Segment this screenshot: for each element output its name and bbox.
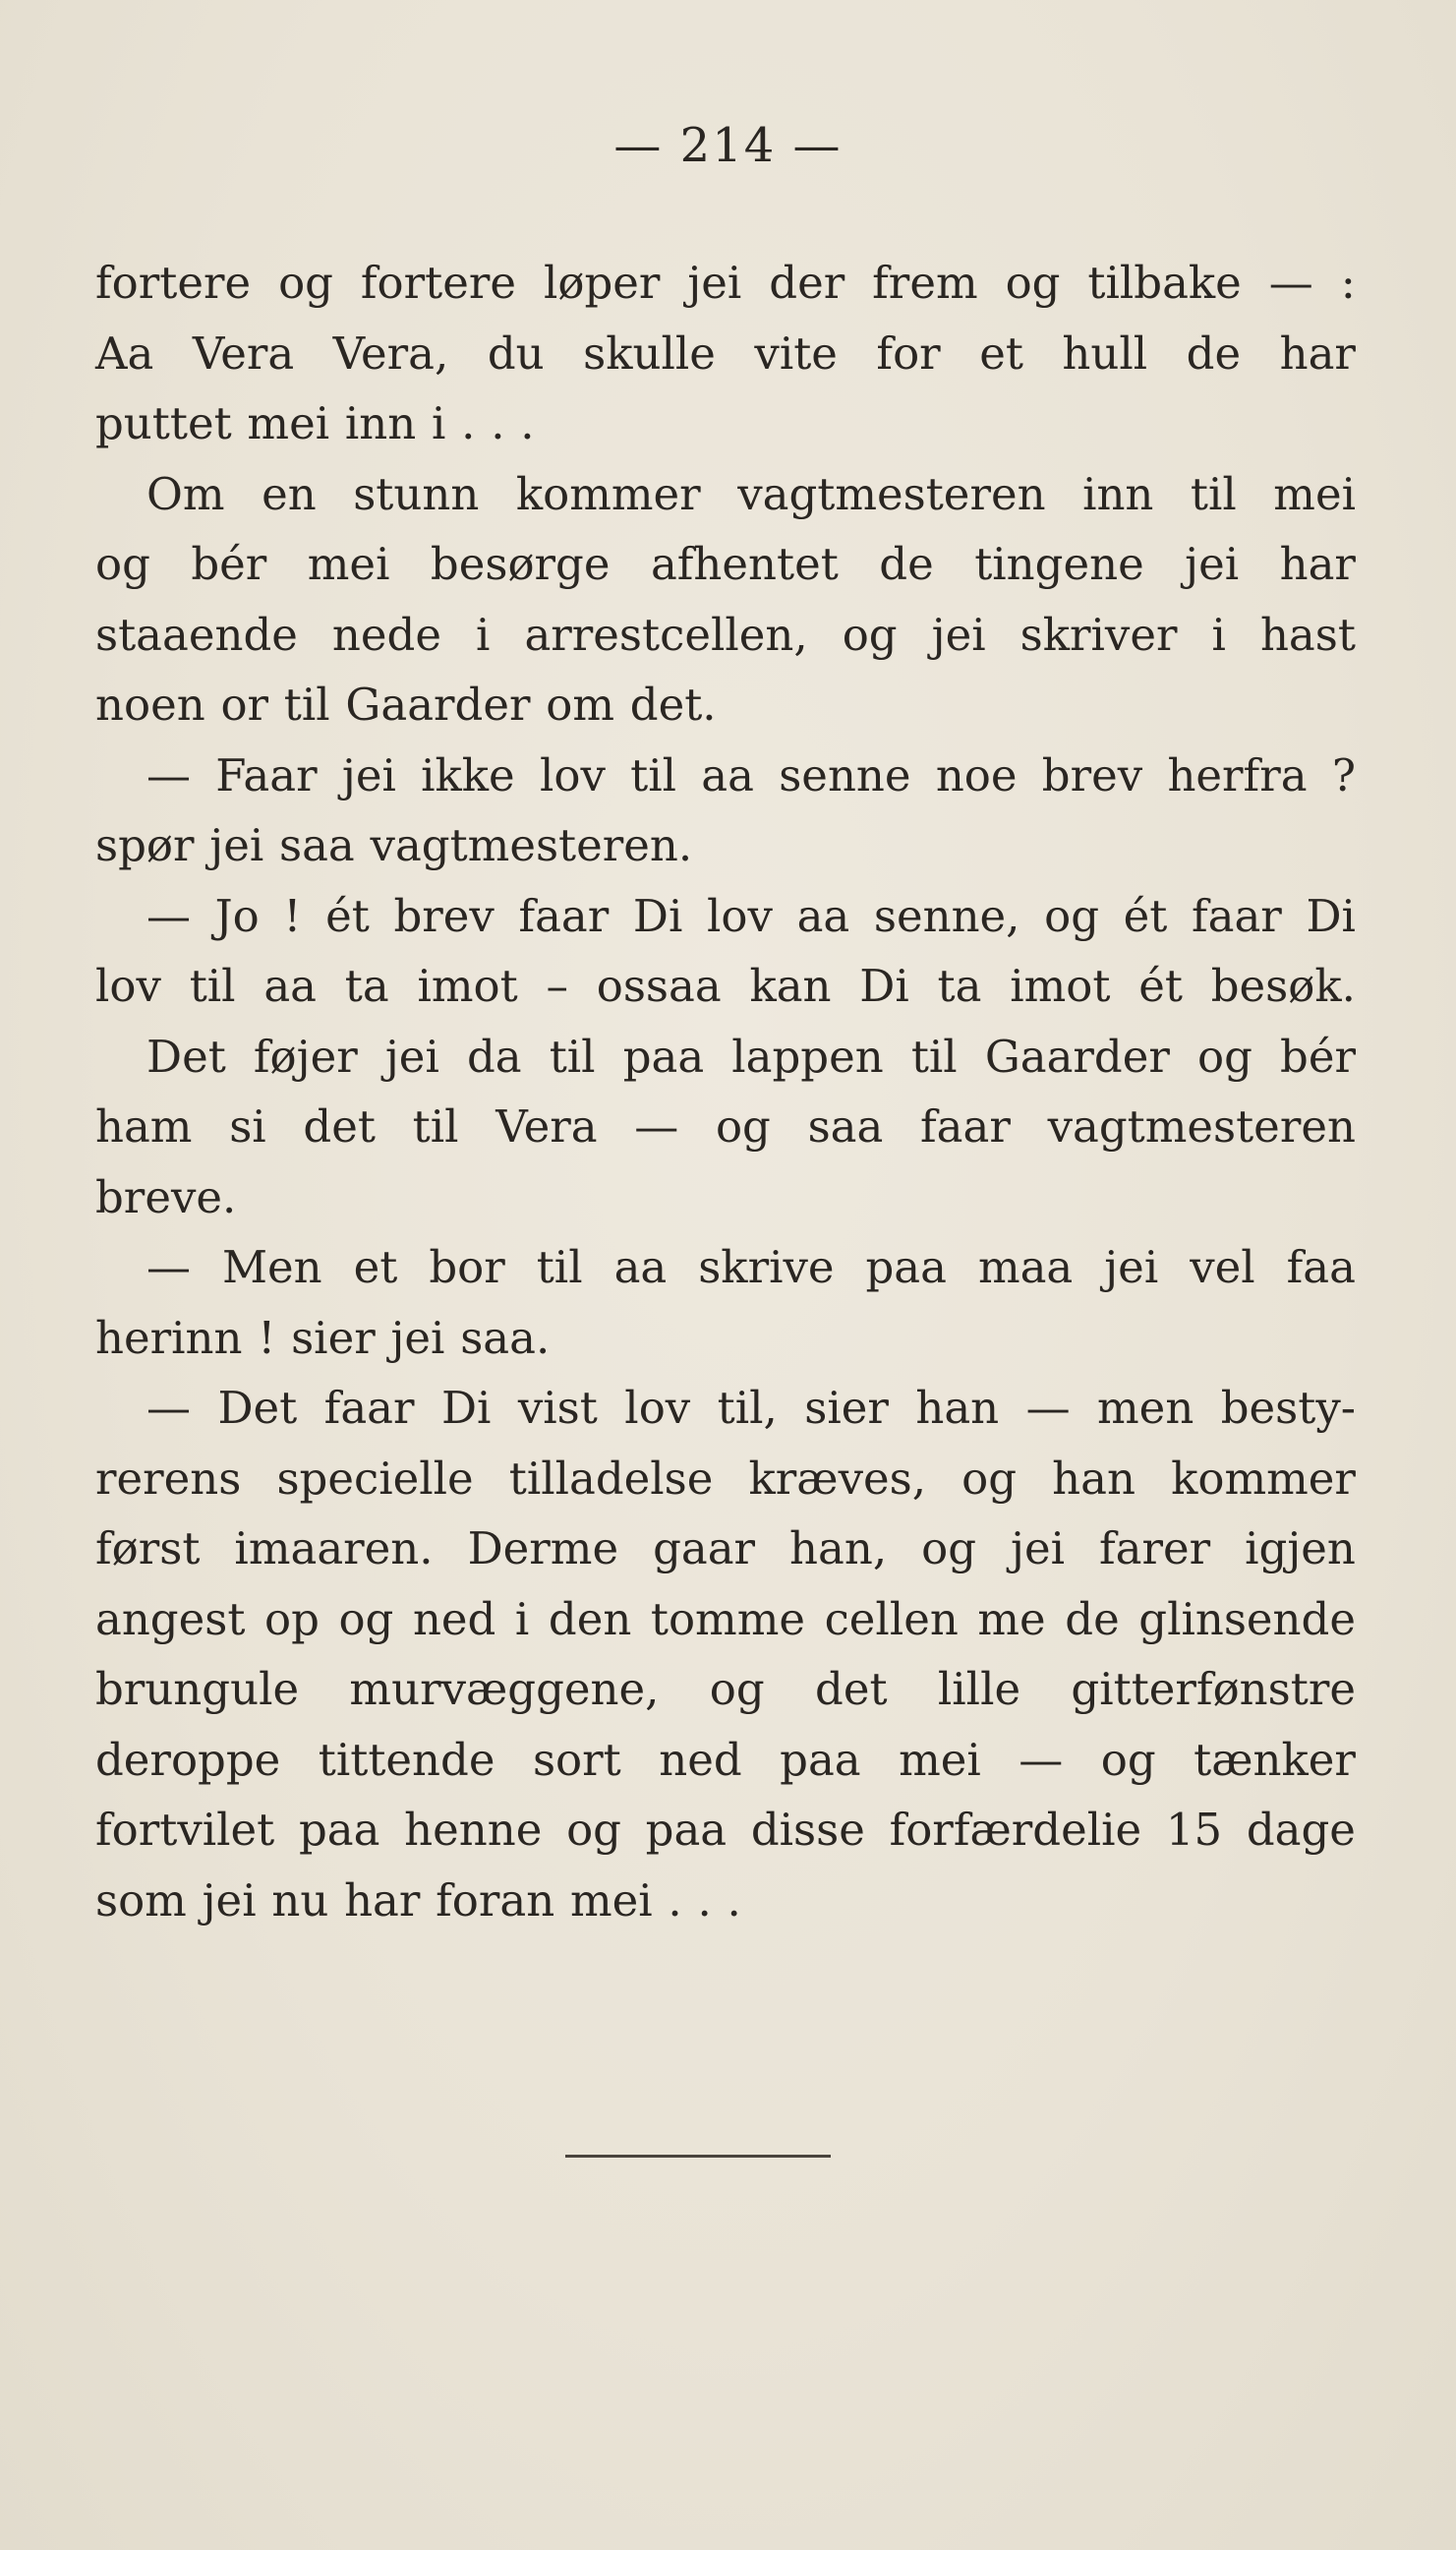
word: kræves, — [748, 1452, 927, 1505]
word: jei — [209, 819, 264, 871]
word: ét — [1138, 960, 1183, 1012]
word: ossaa — [596, 960, 722, 1012]
word: tomme — [650, 1592, 806, 1645]
word: paa — [622, 1030, 705, 1083]
word: arrestcellen, — [524, 608, 808, 661]
word: igjen — [1245, 1522, 1356, 1574]
word: — — [1019, 1733, 1064, 1786]
word: nu — [271, 1873, 329, 1927]
word: Vera — [495, 1100, 598, 1153]
text-line — [95, 388, 1356, 459]
word: glinsende — [1138, 1592, 1356, 1645]
word: jei — [687, 257, 742, 309]
word: — — [1025, 1382, 1071, 1434]
word: maa — [977, 1241, 1074, 1293]
word: til — [630, 748, 677, 801]
word: du — [487, 326, 545, 380]
word: vagtmesteren — [1047, 1100, 1356, 1153]
word: kommer — [515, 467, 701, 520]
word: besørge — [430, 538, 611, 590]
word: gaar — [653, 1522, 756, 1574]
word: tilladelse — [508, 1452, 714, 1505]
word: tilbake — [1087, 257, 1242, 309]
text-line — [95, 1584, 1356, 1655]
word: frem — [872, 257, 978, 309]
word: spør — [95, 819, 195, 871]
word: murvæggene, — [349, 1663, 660, 1715]
word: herfra — [1167, 748, 1308, 801]
word: ? — [1331, 748, 1356, 801]
word: og — [715, 1100, 771, 1153]
word: jei — [390, 1311, 445, 1364]
word: Faar — [215, 748, 318, 801]
word: — — [634, 1100, 679, 1153]
word: de — [1065, 1592, 1120, 1645]
word: senne, — [873, 889, 1020, 942]
word: hull — [1062, 326, 1148, 380]
word: til, — [717, 1382, 778, 1434]
text-line — [95, 1022, 1356, 1093]
word: Di — [859, 960, 909, 1012]
word: sier — [291, 1311, 376, 1364]
word: i — [1211, 608, 1226, 661]
word: mei — [899, 1733, 981, 1786]
word: . — [668, 1873, 682, 1927]
word: lov — [624, 1382, 691, 1434]
word: : — [1340, 257, 1356, 309]
text-line — [95, 951, 1356, 1022]
word: men — [1097, 1382, 1194, 1434]
word: en — [262, 467, 317, 520]
word: jei — [1104, 1241, 1159, 1293]
text-line — [95, 529, 1356, 600]
word: Vera, — [332, 326, 449, 380]
word: og — [921, 1522, 977, 1574]
text-line — [95, 1444, 1356, 1514]
word: mei — [247, 397, 330, 449]
word: — — [146, 1382, 191, 1434]
word: til — [549, 1030, 596, 1083]
word: lov — [539, 748, 606, 801]
word: vagtmesteren — [737, 467, 1046, 520]
word: aa — [796, 889, 850, 942]
word: i — [476, 608, 491, 661]
word: Aa — [95, 326, 154, 380]
word: og — [1005, 257, 1061, 309]
word: staaende — [95, 608, 298, 661]
word: de — [1186, 326, 1242, 380]
word: kan — [749, 960, 832, 1012]
word: de — [879, 538, 934, 590]
word: brev — [1041, 748, 1143, 801]
word: — — [146, 748, 191, 801]
text-line — [95, 1725, 1356, 1796]
text-line — [95, 810, 1356, 881]
word: brev — [393, 889, 495, 942]
word: fortere — [360, 257, 517, 309]
word: Gaarder — [345, 679, 531, 731]
word: til — [189, 960, 236, 1012]
word: . — [491, 397, 505, 449]
text-line — [95, 670, 1356, 741]
word: og — [566, 1804, 621, 1856]
word: 15 — [1165, 1804, 1223, 1856]
word: har — [344, 1873, 421, 1927]
word: mei — [569, 1873, 653, 1927]
text-line — [95, 1092, 1356, 1162]
word: saa. — [460, 1311, 551, 1364]
word: et — [979, 326, 1023, 380]
word: ikke — [421, 748, 515, 801]
word: til — [1190, 467, 1237, 520]
word: kommer — [1171, 1452, 1356, 1505]
word: puttet — [95, 397, 232, 449]
word: senne — [779, 748, 911, 801]
word: det — [815, 1663, 888, 1715]
word: et — [353, 1241, 398, 1293]
word: den — [548, 1592, 632, 1645]
word: faar — [323, 1382, 415, 1434]
text-line — [95, 741, 1356, 811]
word: noe — [935, 748, 1018, 801]
word: og — [278, 257, 333, 309]
word: lov — [707, 889, 773, 942]
word: for — [876, 326, 941, 380]
word: – — [546, 960, 568, 1012]
text-line — [95, 1373, 1356, 1444]
word: Vera — [192, 326, 295, 380]
word: — — [1268, 257, 1313, 309]
word: og — [338, 1592, 394, 1645]
word: har — [1279, 326, 1356, 380]
word: . — [520, 397, 535, 449]
word: skrive — [698, 1241, 835, 1293]
word: til — [283, 679, 330, 731]
word: or — [220, 679, 269, 731]
word: og — [1100, 1733, 1156, 1786]
word: angest — [95, 1592, 246, 1645]
word: løper — [543, 257, 661, 309]
word: saa — [807, 1100, 884, 1153]
word: henne — [404, 1804, 543, 1856]
word: skriver — [1019, 608, 1178, 661]
word: besty- — [1220, 1382, 1356, 1434]
word: brungule — [95, 1663, 300, 1715]
word: rerens — [95, 1452, 242, 1505]
word: og — [961, 1452, 1018, 1505]
word: jei — [931, 608, 986, 661]
word: . — [727, 1873, 741, 1927]
page-number: — 214 — — [613, 118, 843, 173]
word: føjer — [253, 1030, 358, 1083]
word: besøk. — [1210, 960, 1356, 1012]
word: ned — [659, 1733, 742, 1786]
word: paa — [298, 1804, 380, 1856]
word: imot — [417, 960, 518, 1012]
word: gitterfønstre — [1071, 1663, 1356, 1715]
word: herinn — [95, 1311, 243, 1364]
word: breve. — [95, 1170, 237, 1223]
word: og — [842, 608, 898, 661]
word: ! — [258, 1311, 276, 1364]
word: Det — [217, 1382, 298, 1434]
word: noen — [95, 679, 205, 731]
word: si — [229, 1100, 266, 1153]
word: dage — [1246, 1804, 1356, 1856]
word: specielle — [276, 1452, 474, 1505]
word: der — [769, 257, 845, 309]
word: ham — [95, 1100, 193, 1153]
word: me — [977, 1592, 1046, 1645]
text-line — [95, 1232, 1356, 1303]
word: jei — [384, 1030, 439, 1083]
word: tittende — [318, 1733, 495, 1786]
word: faar — [920, 1100, 1011, 1153]
word: jei — [1185, 538, 1240, 590]
word: lille — [937, 1663, 1021, 1715]
word: deroppe — [95, 1733, 281, 1786]
word: mei — [1273, 467, 1356, 520]
word: lov — [95, 960, 161, 1012]
word: vagtmesteren. — [370, 819, 693, 871]
word: og — [1197, 1030, 1252, 1083]
word: ét — [325, 889, 370, 942]
word: stunn — [353, 467, 480, 520]
word: faar — [1191, 889, 1282, 942]
word: ét — [1123, 889, 1168, 942]
word: fortere — [95, 257, 252, 309]
word: imaaren. — [234, 1522, 434, 1574]
word: og — [709, 1663, 765, 1715]
word: ta — [344, 960, 389, 1012]
word: har — [1279, 538, 1356, 590]
word: Det — [146, 1030, 226, 1083]
word: til — [910, 1030, 958, 1083]
word: paa — [780, 1733, 861, 1786]
word: Jo — [214, 889, 260, 942]
word: ta — [937, 960, 982, 1012]
word: han, — [789, 1522, 888, 1574]
word: først — [95, 1522, 201, 1574]
word: imot — [1010, 960, 1111, 1012]
word: aa — [613, 1241, 668, 1293]
word: jei — [1011, 1522, 1066, 1574]
word: det. — [629, 679, 717, 731]
word: . — [697, 1873, 712, 1927]
word: Derme — [467, 1522, 619, 1574]
word: Men — [221, 1241, 322, 1293]
word: cellen — [824, 1592, 959, 1645]
word: skulle — [583, 326, 716, 380]
word: . — [461, 397, 476, 449]
word: Di — [440, 1382, 492, 1434]
word: Gaarder — [984, 1030, 1170, 1083]
text-line — [95, 459, 1356, 530]
word: tingene — [974, 538, 1144, 590]
text-line — [95, 1303, 1356, 1374]
word: op — [264, 1592, 320, 1645]
word: foran — [436, 1873, 555, 1927]
word: farer — [1099, 1522, 1211, 1574]
word: inn — [344, 397, 417, 449]
word: han — [1052, 1452, 1136, 1505]
word: fortvilet — [95, 1804, 275, 1856]
word: vist — [517, 1382, 598, 1434]
word: nede — [331, 608, 441, 661]
word: forfærdelie — [889, 1804, 1142, 1856]
word: afhentet — [650, 538, 839, 590]
word: saa — [279, 819, 355, 871]
word: Di — [632, 889, 683, 942]
word: aa — [701, 748, 754, 801]
text-line — [95, 881, 1356, 952]
word: paa — [865, 1241, 947, 1293]
text-line — [95, 600, 1356, 671]
word: lappen — [731, 1030, 884, 1083]
word: og — [95, 538, 150, 590]
word: paa — [645, 1804, 728, 1856]
word: — — [146, 1241, 191, 1293]
word: til — [536, 1241, 583, 1293]
text-line — [95, 319, 1356, 389]
word: inn — [1082, 467, 1154, 520]
word: faar — [518, 889, 610, 942]
word: bor — [429, 1241, 505, 1293]
word: til — [412, 1100, 459, 1153]
word: mei — [307, 538, 390, 590]
text-line — [95, 1795, 1356, 1866]
word: det — [303, 1100, 376, 1153]
word: sier — [804, 1382, 889, 1434]
word: Om — [146, 467, 225, 520]
word: bér — [191, 538, 267, 590]
word: sort — [532, 1733, 621, 1786]
word: vite — [754, 326, 838, 380]
word: som — [95, 1873, 187, 1927]
word: aa — [263, 960, 317, 1012]
chapter-end-rule — [565, 2155, 831, 2158]
word: hast — [1259, 608, 1356, 661]
word: ! — [283, 889, 302, 942]
word: han — [915, 1382, 1000, 1434]
word: Di — [1306, 889, 1356, 942]
text-line — [95, 1162, 1356, 1233]
word: tænker — [1194, 1733, 1356, 1786]
word: disse — [750, 1804, 865, 1856]
text-line — [95, 1513, 1356, 1584]
text-line — [95, 1654, 1356, 1725]
text-line — [95, 1866, 1356, 1936]
word: i — [431, 397, 446, 449]
word: — — [146, 889, 191, 942]
word: faa — [1286, 1241, 1356, 1293]
word: jei — [202, 1873, 257, 1927]
text-line — [95, 248, 1356, 319]
word: da — [466, 1030, 522, 1083]
word: vel — [1190, 1241, 1255, 1293]
word: jei — [341, 748, 396, 801]
word: ned — [412, 1592, 496, 1645]
word: om — [546, 679, 615, 731]
word: i — [514, 1592, 530, 1645]
word: bér — [1280, 1030, 1356, 1083]
word: og — [1044, 889, 1100, 942]
body-text — [95, 248, 1356, 1935]
